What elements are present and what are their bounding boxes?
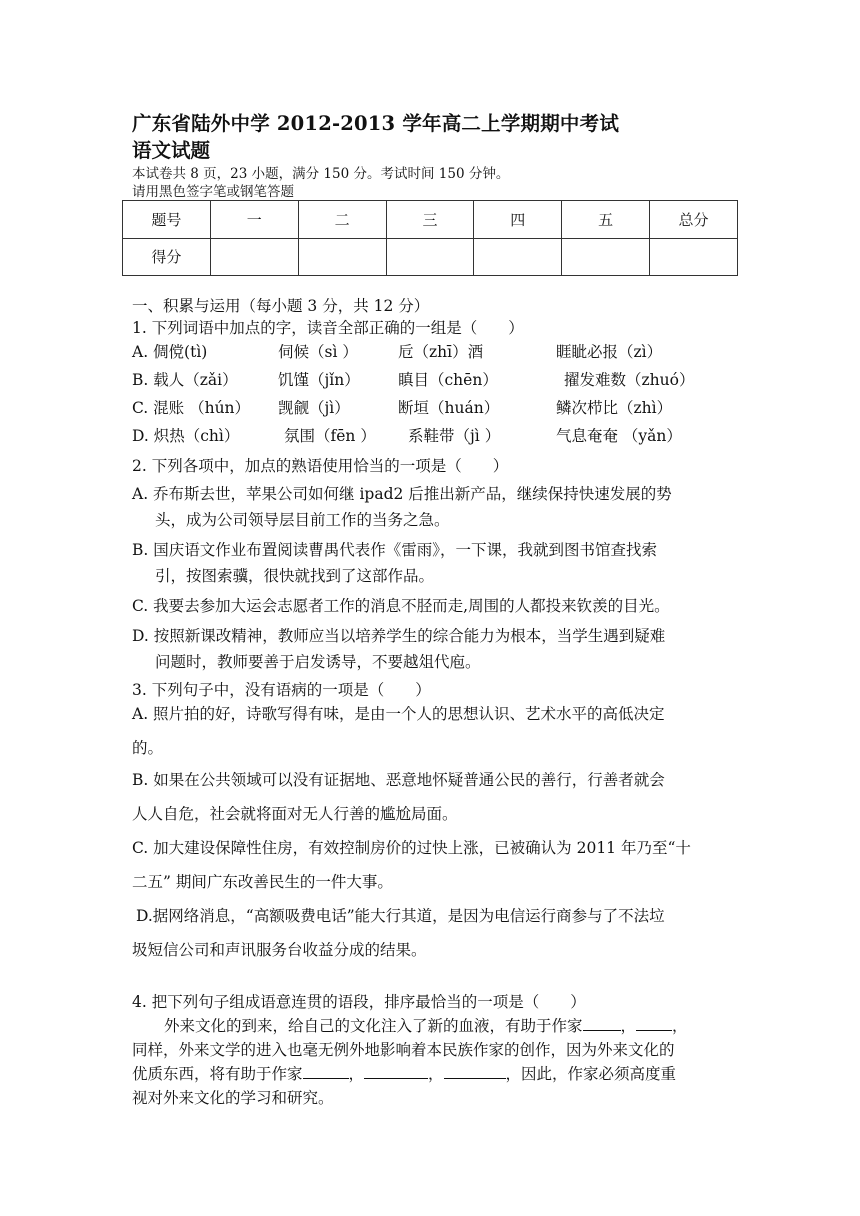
q1-option-d-4: 气息奄奄 （yǎn）: [556, 427, 682, 445]
score-row-label: 得分: [123, 238, 211, 276]
q4-text: ，因此，作家必须高度重: [505, 1065, 677, 1083]
q1-option-a-1: A. 倜傥(tì): [132, 343, 208, 361]
question-3-stem: 3. 下列句子中，没有语病的一项是（ ）: [132, 681, 431, 699]
q1-option-c-4: 鳞次栉比（zhì）: [556, 399, 673, 417]
q2-option-b-line-1: B. 国庆语文作业布置阅读曹禺代表作《雷雨》，一下课，我就到图书馆查找索: [132, 541, 657, 559]
score-cell[interactable]: [210, 238, 298, 276]
q4-paragraph-line-1: [164, 1016, 688, 1036]
exam-note-1: 本试卷共 8 页，23 小题，满分 150 分。考试时间 150 分钟。: [132, 166, 510, 182]
q1-option-b-3: 瞋目（chēn）: [398, 371, 498, 389]
q4-paragraph-line-2: 同样，外来文学的进入也毫无例外地影响着本民族作家的创作，因为外来文化的: [132, 1041, 675, 1059]
score-header-cell: 三: [386, 201, 474, 239]
score-header-cell: 四: [474, 201, 562, 239]
q2-option-d-line-1: D. 按照新课改精神，教师应当以培养学生的综合能力为根本，当学生遇到疑难: [132, 627, 666, 645]
q4-text: ，: [620, 1017, 637, 1035]
question-2-stem: 2. 下列各项中，加点的熟语使用恰当的一项是（ ）: [132, 457, 509, 475]
q1-option-c-1: C. 混账 （hún）: [132, 399, 251, 417]
q1-option-a-3: 卮（zhī）酒: [398, 343, 484, 361]
q4-blank[interactable]: [444, 1064, 506, 1079]
score-table: [122, 200, 738, 276]
score-cell[interactable]: [650, 238, 738, 276]
section-heading: 一、积累与运用（每小题 3 分，共 12 分）: [132, 297, 430, 315]
q1-option-d-3: 系鞋带（jì ）: [408, 427, 501, 445]
score-cell[interactable]: [386, 238, 474, 276]
q4-blank[interactable]: [583, 1016, 621, 1031]
score-header-cell: 五: [562, 201, 650, 239]
exam-note-2: 请用黑色签字笔或钢笔答题: [132, 184, 294, 200]
exam-title: 广东省陆外中学 2012-2013 学年高二上学期期中考试: [132, 112, 620, 135]
q1-option-c-3: 断垣（huán）: [398, 399, 500, 417]
score-table-score-row: [123, 238, 738, 276]
score-header-cell: 二: [298, 201, 386, 239]
q1-option-b-1: B. 载人（zǎi）: [132, 371, 238, 389]
q4-text: ，: [428, 1065, 444, 1083]
q3-option-a-line-2: 的。: [132, 739, 164, 757]
q1-option-d-1: D. 炽热（chì）: [132, 427, 240, 445]
q2-option-a-line-1: A. 乔布斯去世，苹果公司如何继 ipad2 后推出新产品，继续保持快速发展的势: [132, 485, 672, 503]
q4-text: 外来文化的到来，给自己的文化注入了新的血液，有助于作家: [164, 1017, 583, 1035]
question-4-stem: 4. 把下列句子组成语意连贯的语段，排序最恰当的一项是（ ）: [132, 993, 586, 1011]
q3-option-c-line-1: C. 加大建设保障性住房，有效控制房价的过快上涨，已被确认为 2011 年乃至“十: [132, 839, 691, 857]
q2-option-c-line-1: C. 我要去参加大运会志愿者工作的消息不胫而走,周围的人都投来钦羡的目光。: [132, 597, 670, 615]
q2-option-b-line-2: 引，按图索骥，很快就找到了这部作品。: [155, 567, 435, 585]
q3-option-c-line-2: 二五” 期间广东改善民生的一件大事。: [132, 873, 393, 891]
score-cell[interactable]: [298, 238, 386, 276]
q4-text: ，: [348, 1065, 365, 1083]
q1-option-a-4: 睚眦必报（zì）: [556, 343, 663, 361]
q2-option-a-line-2: 头，成为公司领导层目前工作的当务之急。: [155, 511, 450, 529]
score-table-header-row: [123, 201, 738, 239]
q3-option-b-line-1: B. 如果在公共领域可以没有证据地、恶意地怀疑普通公民的善行，行善者就会: [132, 771, 665, 789]
q1-option-a-2: 伺候（sì ）: [278, 343, 358, 361]
q1-option-b-2: 饥馑（jǐn）: [278, 371, 360, 389]
q3-option-b-line-2: 人人自危，社会就将面对无人行善的尴尬局面。: [132, 805, 458, 823]
q3-option-d-line-1: D.据网络消息，“高额吸费电话”能大行其道，是因为电信运行商参与了不法垃: [136, 907, 665, 925]
q1-option-c-2: 觊觎（jì）: [278, 399, 350, 417]
score-header-cell: 题号: [123, 201, 211, 239]
score-header-cell: 总分: [650, 201, 738, 239]
q4-text: 优质东西，将有助于作家: [132, 1065, 303, 1083]
q4-text: ，: [672, 1017, 688, 1035]
q1-option-b-4: 擢发难数（zhuó）: [564, 371, 695, 389]
q4-blank[interactable]: [364, 1064, 428, 1079]
exam-subtitle: 语文试题: [132, 139, 211, 162]
score-cell[interactable]: [474, 238, 562, 276]
q1-option-d-2: 氛围（fēn ）: [284, 427, 376, 445]
q4-paragraph-line-3: [132, 1064, 676, 1084]
score-header-cell: 一: [210, 201, 298, 239]
q3-option-d-line-2: 圾短信公司和声讯服务台收益分成的结果。: [132, 941, 427, 959]
q4-paragraph-line-4: 视对外来文化的学习和研究。: [132, 1089, 334, 1107]
question-1-stem: 1. 下列词语中加点的字，读音全部正确的一组是（ ）: [132, 319, 524, 337]
q3-option-a-line-1: A. 照片拍的好，诗歌写得有味，是由一个人的思想认识、艺术水平的高低决定: [132, 705, 665, 723]
q4-blank[interactable]: [636, 1016, 672, 1031]
q2-option-d-line-2: 问题时，教师要善于启发诱导，不要越俎代庖。: [155, 653, 481, 671]
score-cell[interactable]: [562, 238, 650, 276]
q4-blank[interactable]: [303, 1064, 349, 1079]
